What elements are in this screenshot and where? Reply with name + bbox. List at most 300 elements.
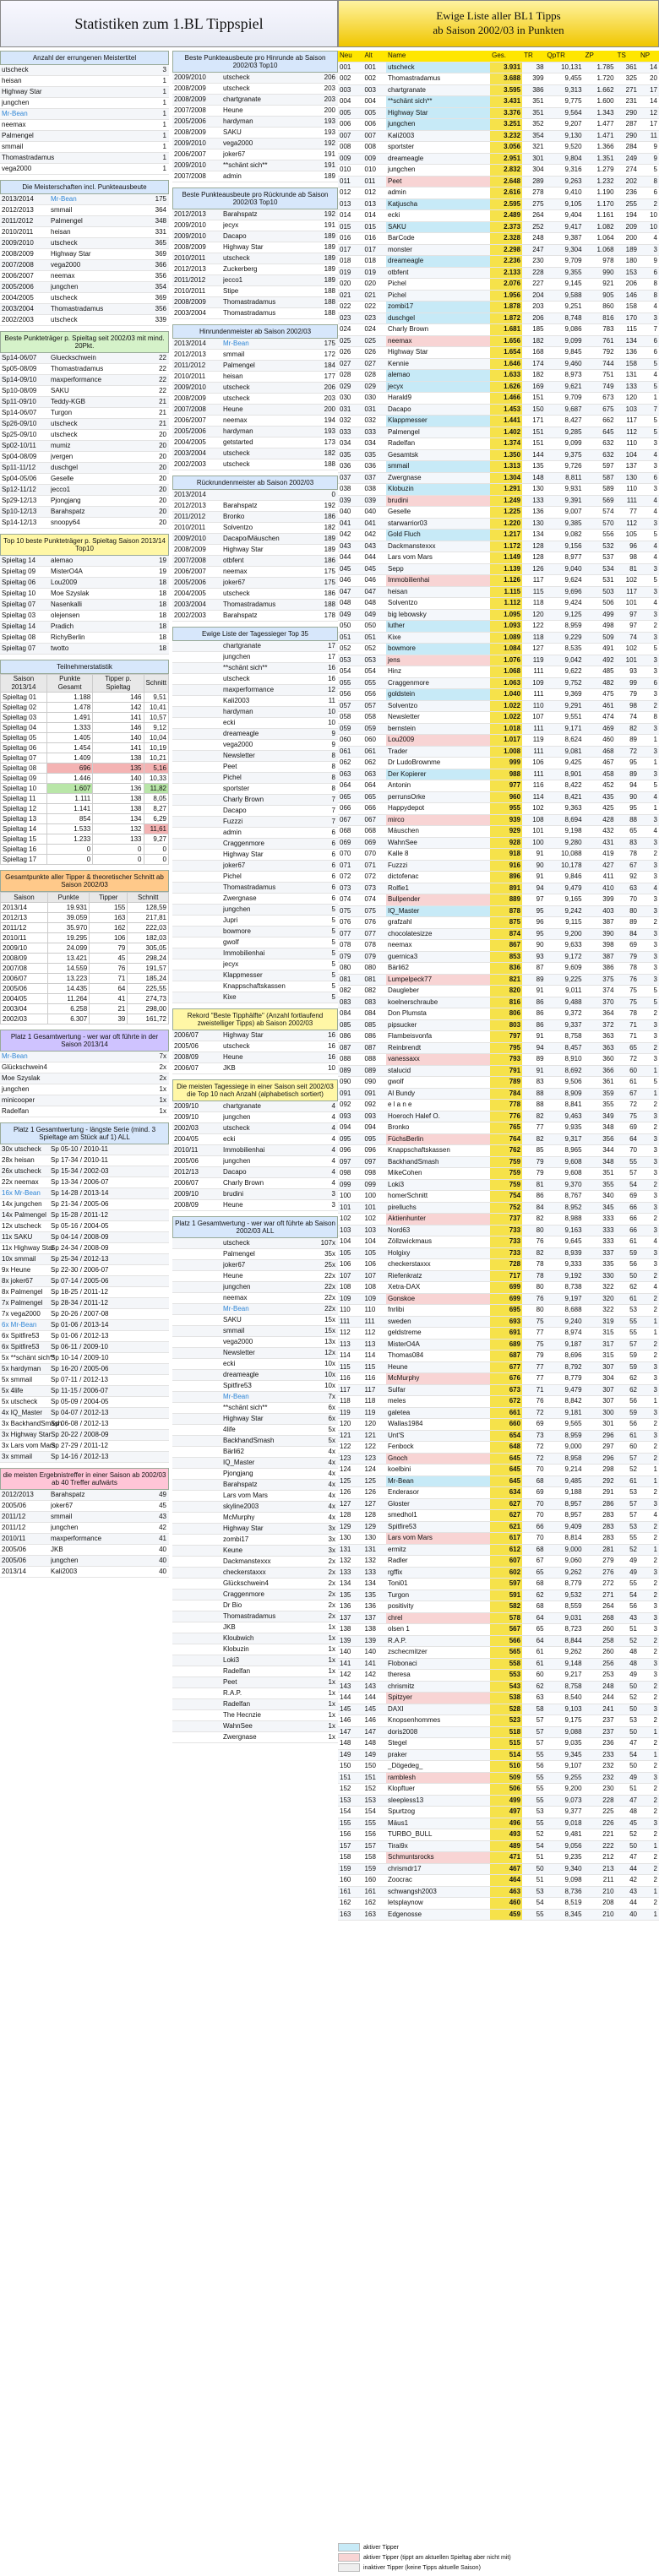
list-item [0, 1199, 169, 1210]
table-cell: 029 [363, 381, 386, 393]
section-meisten_ergebnisse [0, 1468, 169, 1578]
cell-3: 186 [324, 590, 335, 597]
cell-2: Kixe [223, 993, 237, 1001]
table-cell: 2.489 [490, 210, 522, 222]
table-cell: 115 [363, 1361, 386, 1373]
table-cell: 62 [616, 1373, 639, 1385]
table-cell: 89 [616, 735, 639, 747]
table-cell: 155 [363, 1818, 386, 1829]
table-cell: 57 [616, 1339, 639, 1350]
table-row [338, 1122, 659, 1134]
cell-1: neemax [2, 121, 26, 128]
table-cell: 0 [93, 845, 144, 855]
table-cell: Bullpender [386, 894, 490, 906]
table-cell: 9,565 [546, 1419, 584, 1431]
table-cell: 78 [616, 1008, 639, 1020]
table-cell: 50 [522, 1863, 545, 1875]
table-cell: 48 [616, 1658, 639, 1670]
cell-3 [141, 1166, 169, 1177]
table-cell: 82 [522, 1111, 545, 1122]
list-item [172, 839, 338, 850]
table-cell: 1.139 [490, 563, 522, 575]
table-cell: 2.298 [490, 244, 522, 256]
list-item [172, 1568, 338, 1579]
cell-1 [172, 740, 223, 750]
table-cell: 90 [616, 791, 639, 803]
table-cell: 49 [616, 1772, 639, 1784]
cell-2: smmail [51, 1513, 73, 1520]
cell-2: Heune [223, 1053, 243, 1061]
table-cell: 93 [522, 951, 545, 963]
table-cell: 92 [616, 872, 639, 883]
list-item [172, 1480, 338, 1491]
table-cell: 1.656 [490, 335, 522, 347]
table-cell: 66 [616, 1214, 639, 1226]
cell-2: jecyx [223, 221, 239, 229]
table-cell: 079 [338, 951, 363, 963]
cell-2 [51, 87, 141, 97]
cell-1: 11x Highway Star [2, 1244, 55, 1252]
cell-2: Radelfan [223, 1667, 251, 1675]
table-cell: 1.405 [46, 733, 92, 743]
table-cell: Edgenosse [386, 1909, 490, 1921]
table-cell: 3 [639, 1624, 659, 1636]
table-cell: 793 [490, 1054, 522, 1066]
table-cell: 8,624 [546, 735, 584, 747]
table-cell: 9,035 [546, 1738, 584, 1750]
table-row [1, 774, 169, 784]
table-cell: 2.616 [490, 187, 522, 199]
table-cell: 55 [522, 1772, 545, 1784]
table-cell: 19.295 [47, 933, 89, 943]
table-cell: 3 [639, 894, 659, 906]
table-cell: 795 [490, 1042, 522, 1054]
table-cell: 9,198 [546, 826, 584, 838]
table-cell: 230 [522, 256, 545, 268]
table-cell: 387 [584, 917, 616, 929]
cell-2 [51, 1095, 141, 1106]
list-item [0, 578, 169, 589]
table-cell: Turgon [386, 1590, 490, 1601]
table-cell: 204 [522, 290, 545, 302]
table-cell: 096 [338, 1145, 363, 1157]
cell-1: 2005/06 [2, 1557, 26, 1564]
list-item [172, 1611, 338, 1622]
table-cell: 475 [584, 689, 616, 701]
table-cell: 9,588 [546, 290, 584, 302]
table-cell: 9,532 [546, 1590, 584, 1601]
table-cell: 005 [363, 107, 386, 119]
table-row [338, 130, 659, 142]
table-cell: 515 [490, 1738, 522, 1750]
cell-2: chartgranate [223, 95, 261, 103]
table-cell: 075 [338, 905, 363, 917]
table-cell: bowmore [386, 644, 490, 655]
cell-2: jvergen [51, 453, 74, 460]
table-cell: 100 [338, 1191, 363, 1203]
table-cell: 099 [338, 1179, 363, 1191]
table-cell: 96 [616, 541, 639, 552]
table-cell: 47 [616, 1795, 639, 1807]
table-cell: 130 [616, 472, 639, 484]
table-cell: 146 [93, 693, 144, 703]
cell-2: admin [223, 172, 242, 180]
table-cell: 10,33 [144, 774, 169, 784]
table-cell: Gold Fluch [386, 530, 490, 541]
cell-1 [172, 1666, 223, 1677]
table-cell: 1.225 [490, 507, 522, 519]
list-item [0, 375, 169, 386]
table-cell: 1 [639, 758, 659, 769]
table-cell: 9,355 [546, 267, 584, 279]
table-row [338, 187, 659, 199]
table-cell: 5 [639, 644, 659, 655]
table-row [338, 1487, 659, 1499]
table-cell: 9,262 [546, 1647, 584, 1659]
table-cell: 059 [338, 723, 363, 735]
cell-3: 191 [324, 221, 335, 229]
table-cell: 237 [584, 1726, 616, 1738]
table-cell: 029 [338, 381, 363, 393]
table-cell: 1.291 [490, 484, 522, 496]
table-cell: 9,200 [546, 1784, 584, 1796]
table-cell: 021 [338, 290, 363, 302]
table-cell: 153 [338, 1795, 363, 1807]
cell-3: 4 [331, 1146, 335, 1154]
cell-3: 339 [155, 316, 166, 323]
table-cell: 208 [584, 1898, 616, 1910]
cell-1 [172, 948, 223, 959]
table-cell: 72 [522, 1453, 545, 1465]
table-cell: Radler [386, 1556, 490, 1568]
table-cell: jungchen [386, 119, 490, 131]
table-cell: 111 [363, 1316, 386, 1328]
cell-1: Spieltag 09 [2, 568, 36, 575]
list-item [0, 1265, 169, 1276]
table-cell: 1.409 [46, 753, 92, 764]
cell-3: 6x [328, 1415, 335, 1422]
table-cell: 9,775 [546, 96, 584, 108]
table-cell: 067 [363, 814, 386, 826]
table-cell: 1.111 [46, 794, 92, 804]
table-cell: 230 [584, 1784, 616, 1796]
stats-table [0, 674, 169, 865]
table-cell: 42 [616, 1875, 639, 1887]
table-cell: 9,333 [546, 1259, 584, 1271]
list-item [172, 707, 338, 718]
cell-2: Zuckerberg [223, 265, 258, 273]
table-row [338, 1624, 659, 1636]
table-cell: 2 [639, 1693, 659, 1704]
cell-1: 9x Heune [2, 1266, 31, 1274]
table-cell: 8 [639, 712, 659, 724]
table-row [338, 644, 659, 655]
cell-2: chartgranate [223, 642, 261, 649]
table-cell: fnrlibi [386, 1305, 490, 1317]
table-cell: Bronko [386, 1122, 490, 1134]
table-cell: 8,688 [546, 1305, 584, 1317]
cell-1 [172, 981, 223, 992]
cell-1: 2009/2010 [174, 139, 206, 147]
cell-3: 348 [155, 217, 166, 225]
table-cell: 301 [522, 153, 545, 165]
table-cell: 499 [490, 1795, 522, 1807]
table-cell: 073 [363, 883, 386, 894]
table-cell: 260 [584, 1624, 616, 1636]
table-cell: 4 [639, 1510, 659, 1522]
list-item [0, 1397, 169, 1408]
cell-2: Mr-Bean [223, 1393, 249, 1400]
table-cell: 91 [522, 849, 545, 861]
cell-3: 365 [155, 239, 166, 247]
table-cell: 531 [584, 575, 616, 587]
table-cell: 1.633 [490, 370, 522, 382]
cell-2: Thomastradamus [223, 1612, 276, 1620]
cell-2: Heune [223, 1272, 243, 1280]
table-cell: 156 [338, 1829, 363, 1841]
table-cell: 1 [639, 1465, 659, 1476]
table-cell: 977 [490, 780, 522, 792]
table-cell: 348 [584, 1156, 616, 1168]
cell-3: 2x [328, 1557, 335, 1565]
table-row [1, 845, 169, 855]
table-cell: 117 [616, 416, 639, 427]
table-cell: 66 [616, 1225, 639, 1236]
table-cell: 124 [338, 1465, 363, 1476]
column-header: Schnitt [144, 675, 169, 693]
table-row [338, 302, 659, 313]
table-row [338, 860, 659, 872]
cell-3: 17 [328, 642, 335, 649]
table-row [338, 1670, 659, 1682]
table-cell: 203 [522, 302, 545, 313]
table-cell: 9,345 [546, 1749, 584, 1761]
table-cell: 9,51 [144, 693, 169, 703]
table-cell: 759 [490, 1179, 522, 1191]
table-cell: 3 [639, 438, 659, 450]
table-cell: 111 [522, 666, 545, 678]
cell-1: utscheck [2, 66, 29, 73]
list-item [172, 139, 338, 149]
table-cell: 074 [363, 894, 386, 906]
cell-3: 5 [331, 927, 335, 935]
cell-1 [172, 937, 223, 948]
table-cell: pirelluchs [386, 1202, 490, 1214]
table-cell: 9,609 [546, 963, 584, 975]
list-item [172, 372, 338, 383]
table-cell: 144 [363, 1693, 386, 1704]
cell-3: 364 [155, 206, 166, 214]
table-row [338, 221, 659, 233]
cell-3: 10x [324, 1382, 335, 1389]
table-row [338, 84, 659, 96]
table-cell: 9,000 [546, 1442, 584, 1454]
table-cell: 55 [522, 1909, 545, 1921]
column-header: TR [522, 51, 545, 62]
table-cell: Harald9 [386, 393, 490, 405]
table-cell: 1.374 [490, 438, 522, 450]
cell-2: Sp 18-25 / 2011-12 [51, 1288, 108, 1296]
table-cell: 853 [490, 951, 522, 963]
table-cell: 4 [639, 552, 659, 564]
table-cell: 044 [338, 552, 363, 564]
table-cell: 467 [490, 1863, 522, 1875]
section-rueckrundenmeister [172, 476, 338, 622]
table-cell: 398 [584, 940, 616, 952]
table-cell: 2009/10 [1, 943, 48, 954]
table-cell: 119 [363, 1407, 386, 1419]
cell-3: 22x [324, 1283, 335, 1291]
table-cell: Highway Star [386, 347, 490, 359]
table-row [338, 210, 659, 222]
table-cell: 10,57 [144, 713, 169, 723]
table-cell: 759 [490, 1168, 522, 1180]
cell-2: Palmengel [223, 361, 255, 369]
table-cell: 012 [363, 187, 386, 199]
list-item [172, 1710, 338, 1721]
table-row [338, 1829, 659, 1841]
table-cell: 83 [522, 1077, 545, 1089]
table-cell: 403 [584, 905, 616, 917]
cell-3: 203 [324, 84, 335, 92]
cell-3 [141, 1452, 169, 1462]
list-item [0, 205, 169, 216]
cell-1: 2002/03 [174, 1124, 199, 1132]
list-item [172, 1535, 338, 1546]
cell-1: 2012/2013 [174, 351, 206, 358]
table-row [338, 1658, 659, 1670]
cell-2: brudini [223, 1190, 244, 1198]
cell-3: 12 [328, 686, 335, 693]
cell-2: maxperformance [51, 376, 102, 383]
table-cell: 066 [338, 803, 363, 815]
table-cell: 675 [584, 404, 616, 416]
table-cell: 086 [363, 1031, 386, 1043]
cell-3: 6 [331, 851, 335, 858]
table-cell: 136 [93, 784, 144, 794]
section-title: Teilnehmerstatistik [0, 660, 169, 674]
table-cell: 728 [490, 1259, 522, 1271]
cell-1: Palmengel [2, 132, 34, 139]
table-row [338, 1065, 659, 1077]
list-item [172, 394, 338, 405]
table-cell: mirco [386, 814, 490, 826]
table-cell: 138 [93, 804, 144, 814]
cell-1 [172, 1436, 223, 1446]
table-cell: 212 [584, 1852, 616, 1864]
table-cell: starwarrior03 [386, 518, 490, 530]
table-cell: 064 [338, 780, 363, 792]
cell-2: Barahspatz [51, 1491, 85, 1498]
table-cell: 102 [522, 803, 545, 815]
table-cell: 673 [584, 393, 616, 405]
cell-2: maxperformance [51, 1535, 102, 1542]
cell-2: hardyman [223, 117, 253, 125]
table-cell: 9,391 [546, 495, 584, 507]
list-item [172, 231, 338, 242]
table-cell: 160 [363, 1875, 386, 1887]
table-cell: 084 [338, 1008, 363, 1020]
table-cell: 3 [639, 1054, 659, 1066]
cell-2: Klobuzin [223, 1645, 249, 1653]
table-cell: 102 [338, 1214, 363, 1226]
table-cell: 372 [584, 1019, 616, 1031]
table-cell: gwolf [386, 1077, 490, 1089]
table-cell: utscheck [386, 62, 490, 73]
table-cell: 386 [584, 963, 616, 975]
table-cell: 8,952 [546, 1202, 584, 1214]
table-cell: 268 [584, 1612, 616, 1624]
table-cell: 153 [363, 1795, 386, 1807]
table-cell: 3.376 [490, 107, 522, 119]
table-cell: 105 [616, 530, 639, 541]
table-cell: 5 [639, 575, 659, 587]
table-cell: 1.084 [490, 644, 522, 655]
table-cell: 3 [639, 484, 659, 496]
table-cell: smedhol1 [386, 1510, 490, 1522]
cell-1 [172, 1469, 223, 1479]
table-cell: 091 [338, 1088, 363, 1100]
table-cell: 202 [616, 176, 639, 187]
table-cell: 141 [338, 1658, 363, 1670]
table-cell: 673 [490, 1384, 522, 1396]
table-cell: Fuzzzi [386, 860, 490, 872]
table-cell: 3 [639, 1373, 659, 1385]
table-cell: 50 [616, 1840, 639, 1852]
cell-1: Spieltag 10 [2, 590, 36, 597]
table-cell: 039 [338, 495, 363, 507]
table-cell: 120 [363, 1419, 386, 1431]
cell-2: chartgranate [223, 1102, 261, 1110]
list-item [172, 1293, 338, 1304]
cell-3: 5x [328, 1426, 335, 1433]
table-cell: 8,27 [144, 804, 169, 814]
table-cell: 9,099 [546, 335, 584, 347]
cell-1 [172, 850, 223, 860]
list-item [0, 496, 169, 507]
list-item [0, 1298, 169, 1309]
table-row [338, 1214, 659, 1226]
list-item [172, 1403, 338, 1414]
cell-1: 2012/2013 [2, 206, 34, 214]
table-cell: 3 [639, 1361, 659, 1373]
table-cell: 589 [584, 484, 616, 496]
cell-3: 192 [324, 139, 335, 147]
table-cell: 106 [522, 758, 545, 769]
table-cell: 3 [639, 1384, 659, 1396]
table-cell: Spieltag 06 [1, 743, 47, 753]
table-cell: 315 [584, 1350, 616, 1362]
cell-1: 2007/2008 [2, 261, 34, 269]
table-cell: 65 [522, 1567, 545, 1579]
table-cell: 006 [338, 119, 363, 131]
table-row [338, 1247, 659, 1259]
cell-2: Barahspatz [223, 611, 258, 619]
section-title: Platz 1 Gesamtwertung - längste Serie (mind. 3 Spieltage am Stück auf 1) ALL [0, 1122, 169, 1144]
ewige-liste-subtitle: ab Saison 2002/03 in Punkten [433, 24, 564, 36]
list-item [172, 1167, 338, 1178]
table-cell: 249 [616, 153, 639, 165]
table-cell: Thomas084 [386, 1350, 490, 1362]
cell-2: Sp 15-28 / 2011-12 [51, 1211, 108, 1219]
legend-active: aktiver Tipper [363, 2544, 400, 2551]
cell-2: jecco1 [51, 486, 71, 493]
table-cell: 099 [363, 1179, 386, 1191]
table-cell: 3 [639, 1111, 659, 1122]
table-row [338, 1407, 659, 1419]
table-cell: 315 [584, 1328, 616, 1340]
table-cell: 51 [616, 1784, 639, 1796]
